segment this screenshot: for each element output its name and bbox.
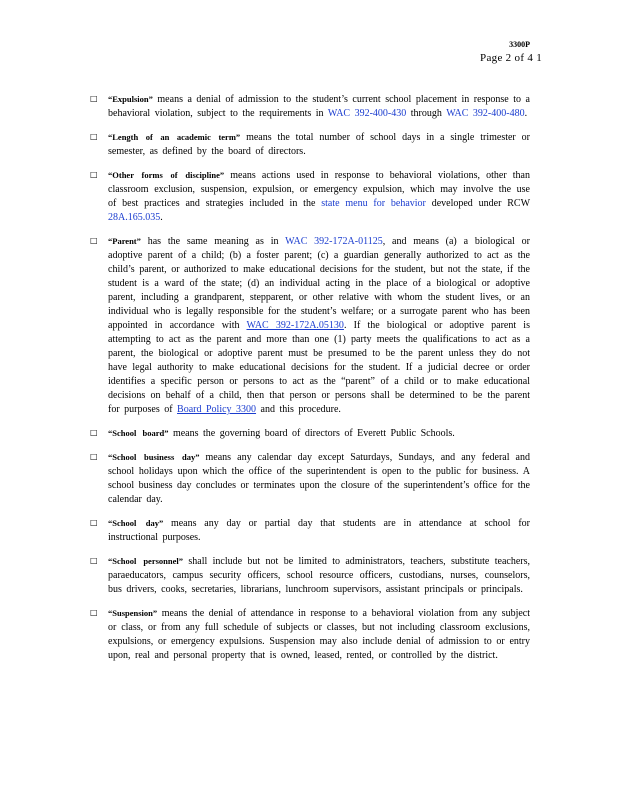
definition-text: [108, 516, 530, 545]
defined-term: “Expulsion”: [108, 94, 153, 104]
definition-body: has the same meaning as in: [140, 236, 286, 247]
definition-body: . If the biological or adoptive parent is attempting to act as the parent and more than one (1) party meets the qualifications to act as a parent, the biological or adoptive parent must be presumed to be the parent unless they do not have legal authority to make educational decisions for the student. If a judicial decree or order identifies a specific person or persons to act as the “parent” of a child or to make educational decisions on behalf of a child, then that person or persons shall be determined to be the parent for purposes of: [108, 320, 530, 415]
defined-term: “School board”: [108, 428, 169, 438]
definition-item: [90, 92, 530, 121]
definition-body: means the total number of school days in a single trimester or semester, as defined by the board of directors.: [108, 132, 530, 157]
bullet-icon: □: [90, 236, 98, 245]
definition-body: means the denial of attendance in response to a behavioral violation from any subject or class, or from any full schedule of subjects or classes, but not including classroom exclusions, expulsions, or emergency expulsions. Suspension may also include denial of admission to or entry upon, real and personal property that is owned, leased, rented, or controlled by the district.: [108, 608, 530, 661]
definition-body: , and means (a) a biological or adoptive parent of a child; (b) a foster parent; (c) a guardian generally authorized to act as the child’s parent, or authorized to make educational decisions for the student, but not the state, if the student is a ward of the state; (d) an individual acting in the place of a biological or adoptive parent, including a grandparent, stepparent, or other relative with whom the student lives, or an individual who is legally responsible for the student’s welfare; or a surrogate parent who has been appointed in accordance with: [108, 236, 530, 331]
reference-link[interactable]: WAC 392-172A-01125: [285, 236, 383, 247]
defined-term: “School personnel”: [108, 556, 183, 566]
definition-body: means actions used in response to behavioral violations, other than classroom exclusion, suspension, expulsion, or emergency expulsion, which may involve the use of best practices and strategies included in the: [108, 170, 530, 209]
definition-body: through: [406, 108, 447, 119]
definition-item: [90, 426, 530, 441]
definition-item: [90, 450, 530, 507]
bullet-icon: □: [90, 428, 98, 437]
definition-body: .: [160, 212, 163, 223]
reference-link[interactable]: WAC 392-400-430: [327, 108, 407, 119]
definition-body: .: [524, 108, 528, 119]
definition-body: means a denial of admission to the student’s current school placement in response to a behavioral violation, subject to the requirements in: [108, 94, 530, 119]
definition-text: [108, 554, 530, 597]
bullet-icon: □: [90, 452, 98, 461]
bullet-icon: □: [90, 518, 98, 527]
defined-term: “School day”: [108, 518, 164, 528]
defined-term: “Parent”: [108, 236, 141, 246]
definition-text: [108, 130, 530, 159]
reference-link[interactable]: WAC 392-400-480: [446, 108, 525, 119]
definition-body: means any calendar day except Saturdays, Sundays, and any federal and school holidays upon which the office of the superintendent is open to the public for business. A school business day concludes or terminates upon the closure of the superintendent’s office for the calendar day.: [108, 452, 530, 505]
definition-text: [108, 606, 530, 663]
definition-text: [108, 234, 530, 417]
bullet-icon: □: [90, 556, 98, 565]
definition-body: developed under RCW: [425, 198, 531, 209]
definition-item: [90, 554, 530, 597]
definition-text: [108, 426, 530, 441]
bullet-icon: □: [90, 608, 98, 617]
definitions-list: [90, 92, 530, 672]
definition-item: [90, 606, 530, 663]
definition-text: [108, 168, 530, 225]
definition-body: and this procedure.: [256, 404, 341, 415]
definition-body: shall include but not be limited to administrators, teachers, substitute teachers, paraeducators, campus security officers, school resource officers, custodians, nurses, counselors, bus drivers, cooks, secretaries, librarians, lunchroom supervisors, assistant principals or principals.: [108, 556, 530, 595]
defined-term: “Suspension”: [108, 608, 158, 618]
definition-item: [90, 168, 530, 225]
definition-text: [108, 92, 530, 121]
bullet-icon: □: [90, 170, 98, 179]
definition-body: means the governing board of directors of Everett Public Schools.: [168, 428, 455, 439]
policy-number: 3300P: [509, 40, 530, 49]
reference-link[interactable]: Board Policy 3300: [177, 404, 257, 415]
definition-item: [90, 234, 530, 417]
reference-link[interactable]: 28A.165.035: [108, 212, 161, 223]
defined-term: “School business day”: [108, 452, 200, 462]
definition-body: means any day or partial day that students are in attendance at school for instructional purposes.: [108, 518, 530, 543]
bullet-icon: □: [90, 94, 98, 103]
defined-term: “Other forms of discipline”: [108, 170, 225, 180]
reference-link[interactable]: state menu for behavior: [321, 198, 426, 209]
definition-item: [90, 516, 530, 545]
definition-text: [108, 450, 530, 507]
page-number: Page 2 of 4 1: [480, 52, 542, 64]
definition-item: [90, 130, 530, 159]
bullet-icon: □: [90, 132, 98, 141]
defined-term: “Length of an academic term”: [108, 132, 241, 142]
reference-link[interactable]: WAC 392-172A.05130: [246, 320, 344, 331]
